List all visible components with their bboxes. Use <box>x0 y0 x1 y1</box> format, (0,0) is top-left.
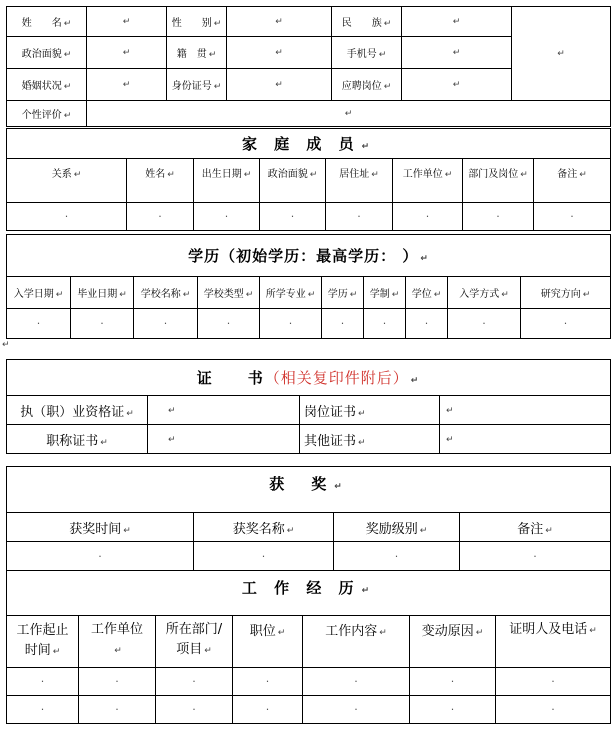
family-header-address: 居住址 ↵ <box>326 159 393 203</box>
phone-field[interactable] <box>402 37 512 69</box>
id-number-label: 身份证号 ↵ <box>167 69 227 101</box>
post-cert-label: 岗位证书 ↵ <box>300 396 440 425</box>
work-table <box>6 570 611 724</box>
education-cell[interactable] <box>198 309 260 339</box>
work-header-content: 工作内容 ↵ <box>303 616 410 668</box>
edu-header-admission: 入学方式 ↵ <box>448 277 521 309</box>
other-cert-field[interactable] <box>440 425 611 454</box>
native-place-field[interactable] <box>227 37 332 69</box>
political-field[interactable] <box>87 37 167 69</box>
work-cell[interactable] <box>7 668 79 696</box>
family-cell[interactable] <box>534 203 611 231</box>
education-cell[interactable] <box>448 309 521 339</box>
education-cell[interactable] <box>406 309 448 339</box>
photo-box[interactable] <box>512 7 611 101</box>
id-number-field[interactable] <box>227 69 332 101</box>
ethnicity-field[interactable] <box>402 7 512 37</box>
edu-header-degree-level: 学历 ↵ <box>322 277 364 309</box>
work-header-employer: 工作单位 ↵ <box>79 616 156 668</box>
gender-field[interactable] <box>227 7 332 37</box>
work-cell[interactable] <box>156 668 233 696</box>
work-cell[interactable] <box>303 668 410 696</box>
work-header-reference: 证明人及电话 ↵ <box>496 616 611 668</box>
education-cell[interactable] <box>260 309 322 339</box>
family-header-dept: 部门及岗位 ↵ <box>463 159 534 203</box>
name-field[interactable] <box>87 7 167 37</box>
work-cell[interactable] <box>496 668 611 696</box>
work-cell[interactable] <box>79 696 156 724</box>
family-cell[interactable] <box>326 203 393 231</box>
qualification-cert-field[interactable] <box>148 396 300 425</box>
post-cert-field[interactable] <box>440 396 611 425</box>
edu-header-major: 所学专业 ↵ <box>260 277 322 309</box>
education-cell[interactable] <box>7 309 71 339</box>
work-cell[interactable] <box>233 696 303 724</box>
family-header-birth: 出生日期 ↵ <box>194 159 260 203</box>
applied-position-field[interactable] <box>402 69 512 101</box>
paragraph-mark: ↵ <box>2 340 10 350</box>
edu-header-graduate: 毕业日期 ↵ <box>71 277 134 309</box>
family-header-name: 姓名 ↵ <box>127 159 194 203</box>
family-header-remark: 备注 ↵ <box>534 159 611 203</box>
education-cell[interactable] <box>322 309 364 339</box>
work-cell[interactable] <box>79 668 156 696</box>
family-cell[interactable] <box>7 203 127 231</box>
award-header-name: 获奖名称 ↵ <box>194 513 334 542</box>
education-table <box>6 234 611 339</box>
marital-label: 婚姻状况 ↵ <box>7 69 87 101</box>
applied-position-label: 应聘岗位 ↵ <box>332 69 402 101</box>
native-place-label: 籍 贯 ↵ <box>167 37 227 69</box>
edu-header-school-type: 学校类型 ↵ <box>198 277 260 309</box>
family-cell[interactable] <box>463 203 534 231</box>
qualification-cert-label: 执（职）业资格证 ↵ <box>7 396 148 425</box>
name-label: 姓 名 ↵ <box>7 7 87 37</box>
marital-field[interactable] <box>87 69 167 101</box>
work-cell[interactable] <box>156 696 233 724</box>
title-cert-label: 职称证书 ↵ <box>7 425 148 454</box>
family-cell[interactable] <box>393 203 463 231</box>
ethnicity-label: 民 族 ↵ <box>332 7 402 37</box>
work-header-reason: 变动原因 ↵ <box>410 616 496 668</box>
award-header-remark: 备注 ↵ <box>460 513 611 542</box>
family-cell[interactable] <box>194 203 260 231</box>
family-cell[interactable] <box>260 203 326 231</box>
edu-header-duration: 学制 ↵ <box>364 277 406 309</box>
work-section-title: 工 作 经 历 ↵ <box>7 571 611 616</box>
education-cell[interactable] <box>521 309 611 339</box>
work-cell[interactable] <box>410 696 496 724</box>
other-cert-label: 其他证书 ↵ <box>300 425 440 454</box>
family-header-employer: 工作单位 ↵ <box>393 159 463 203</box>
awards-table <box>6 466 611 571</box>
work-cell[interactable] <box>303 696 410 724</box>
personal-info-table <box>6 6 611 127</box>
political-label: 政治面貌 ↵ <box>7 37 87 69</box>
education-cell[interactable] <box>134 309 198 339</box>
work-header-dept: 所在部门/项目 ↵ <box>156 616 233 668</box>
award-cell[interactable] <box>334 542 460 571</box>
edu-header-enroll: 入学日期 ↵ <box>7 277 71 309</box>
education-cell[interactable] <box>364 309 406 339</box>
family-section-title: 家 庭 成 员 ↵ <box>7 129 611 159</box>
family-header-political: 政治面貌 ↵ <box>260 159 326 203</box>
evaluation-field[interactable] <box>87 101 611 127</box>
work-cell[interactable] <box>410 668 496 696</box>
education-section-title: 学历（初始学历：最高学历： ） ↵ <box>7 235 611 277</box>
work-header-period: 工作起止时间 ↵ <box>7 616 79 668</box>
award-cell[interactable] <box>194 542 334 571</box>
work-cell[interactable] <box>7 696 79 724</box>
award-header-time: 获奖时间 ↵ <box>7 513 194 542</box>
award-cell[interactable] <box>460 542 611 571</box>
certificates-table <box>6 359 611 454</box>
work-header-position: 职位 ↵ <box>233 616 303 668</box>
work-cell[interactable] <box>496 696 611 724</box>
family-cell[interactable] <box>127 203 194 231</box>
family-header-relation: 关系 ↵ <box>7 159 127 203</box>
work-cell[interactable] <box>233 668 303 696</box>
edu-header-school: 学校名称 ↵ <box>134 277 198 309</box>
title-cert-field[interactable] <box>148 425 300 454</box>
award-cell[interactable] <box>7 542 194 571</box>
phone-label: 手机号 ↵ <box>332 37 402 69</box>
family-table <box>6 128 611 231</box>
evaluation-label: 个性评价 ↵ <box>7 101 87 127</box>
award-header-level: 奖励级别 ↵ <box>334 513 460 542</box>
awards-section-title: 获 奖 ↵ <box>7 467 611 513</box>
gender-label: 性 别 ↵ <box>167 7 227 37</box>
education-cell[interactable] <box>71 309 134 339</box>
certificates-note: （相关复印件附后） <box>264 369 409 387</box>
edu-header-degree: 学位 ↵ <box>406 277 448 309</box>
edu-header-research: 研究方向 ↵ <box>521 277 611 309</box>
certificates-section-title: 证 书（相关复印件附后） ↵ <box>7 360 611 396</box>
